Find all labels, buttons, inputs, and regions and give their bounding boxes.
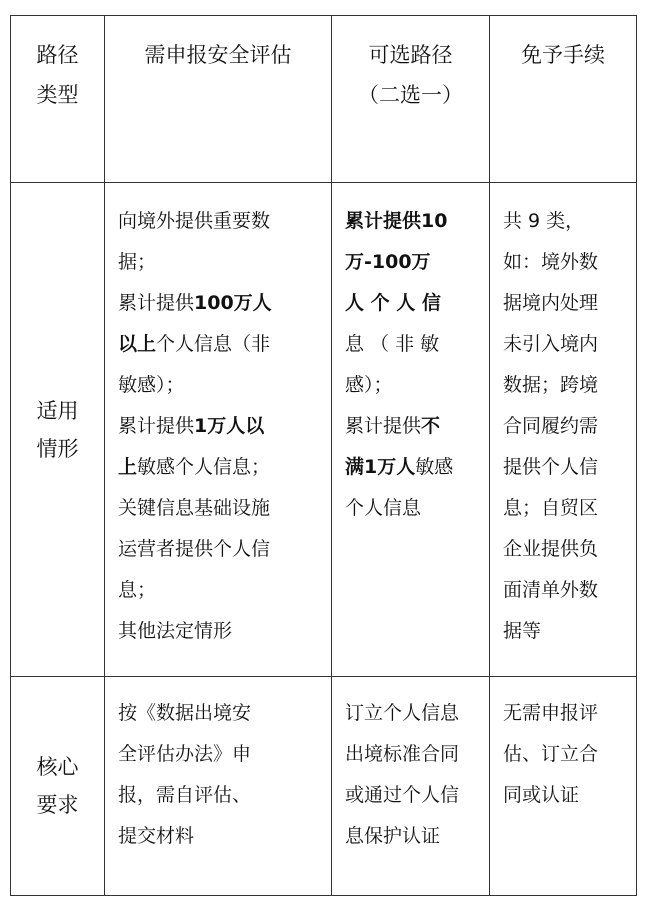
cell-applicable-exemption [490,183,637,677]
text-span: 累计提供 [118,415,195,437]
text-line: 合同履约需 [503,415,599,437]
text-line: 企业提供负 [503,538,599,560]
text-line: 或通过个人信 [345,784,460,806]
text-line: 共 9 类， [503,210,585,232]
text-line: 如：境外数 [503,251,599,273]
text-line: 关键信息基础设施 [118,497,271,519]
bold-text-line: 万-100万 [345,251,431,273]
text-line: 其他法定情形 [118,620,233,642]
text-line: 报，需自评估、 [118,784,252,806]
text-span: 累计提供 [118,292,195,314]
text-line [345,406,477,447]
header-security-assessment: 需申报安全评估 [144,43,292,67]
text-line: 数据；跨境 [503,374,599,396]
bold-text: 100万人 [194,292,272,314]
text-line: 运营者提供个人信 [118,538,271,560]
bold-text-line: 人 个 人 信 [345,292,441,314]
bold-text: 上 [118,456,138,478]
text-line [118,283,319,324]
text-line: 息保护认证 [345,825,441,847]
header-cell-security-assessment [105,16,332,183]
text-line: 提供个人信 [503,456,599,478]
data-export-path-table [10,15,637,896]
table-header-row [11,16,637,183]
cell-core-optional [332,677,490,896]
text-line: 面清单外数 [503,579,599,601]
text-line: 个人信息 [345,497,422,519]
text-line: 据境内处理 [503,292,599,314]
text-line [118,324,319,365]
header-cell-exemption [490,16,637,183]
text-span: 个人信息（非 [156,333,271,355]
bold-text-line: 累计提供10 [345,210,448,232]
text-line: 据等 [503,620,542,642]
text-line [345,447,477,488]
cell-core-assessment [105,677,332,896]
bold-text: 不 [421,415,441,437]
header-exemption: 免予手续 [521,43,605,67]
row-label-applicable [11,183,105,677]
header-path-type-line2: 类型 [36,83,79,107]
text-line: 无需申报评 [503,702,599,724]
header-optional-path-line2: （二选一） [358,83,463,107]
cell-applicable-optional [332,183,490,677]
text-line [118,406,319,447]
row-label-applicable-line1: 适用 [36,398,79,423]
text-line: 据； [118,251,157,273]
row-label-core-line1: 核心 [36,755,79,779]
text-line: 敏感）； [118,374,185,396]
text-line: 提交材料 [118,825,195,847]
text-span: 敏感 [415,456,454,478]
text-line: 同或认证 [503,784,580,806]
row-label-applicable-line2: 情形 [36,436,79,461]
text-line [118,447,319,488]
header-optional-path-line1: 可选路径 [368,43,453,67]
header-cell-path-type [11,16,105,183]
text-line: 出境标准合同 [345,743,460,765]
row-label-core [11,677,105,896]
text-line: 估、订立合 [503,743,599,765]
text-line: 感）； [345,374,393,396]
text-line: 未引入境内 [503,333,599,355]
bold-text: 满1万人 [345,456,416,478]
text-line: 息；自贸区 [503,497,599,519]
header-cell-optional-path [332,16,490,183]
text-span: 累计提供 [345,415,422,437]
cell-applicable-assessment [105,183,332,677]
text-line: 息； [118,579,157,601]
text-line: 订立个人信息 [345,702,460,724]
bold-text: 以上 [118,333,157,355]
header-path-type-line1: 路径 [36,43,79,67]
cell-core-exemption [490,677,637,896]
text-line: 按《数据出境安 [118,702,252,724]
bold-text: 1万人以 [194,415,265,437]
text-span: 敏感个人信息； [137,456,271,478]
table-row-core-requirements [11,677,637,896]
table-row-applicable [11,183,637,677]
text-line: 息 （ 非 敏 [345,333,440,355]
row-label-core-line2: 要求 [36,793,79,817]
text-line: 全评估办法》申 [118,743,252,765]
text-line: 向境外提供重要数 [118,210,271,232]
